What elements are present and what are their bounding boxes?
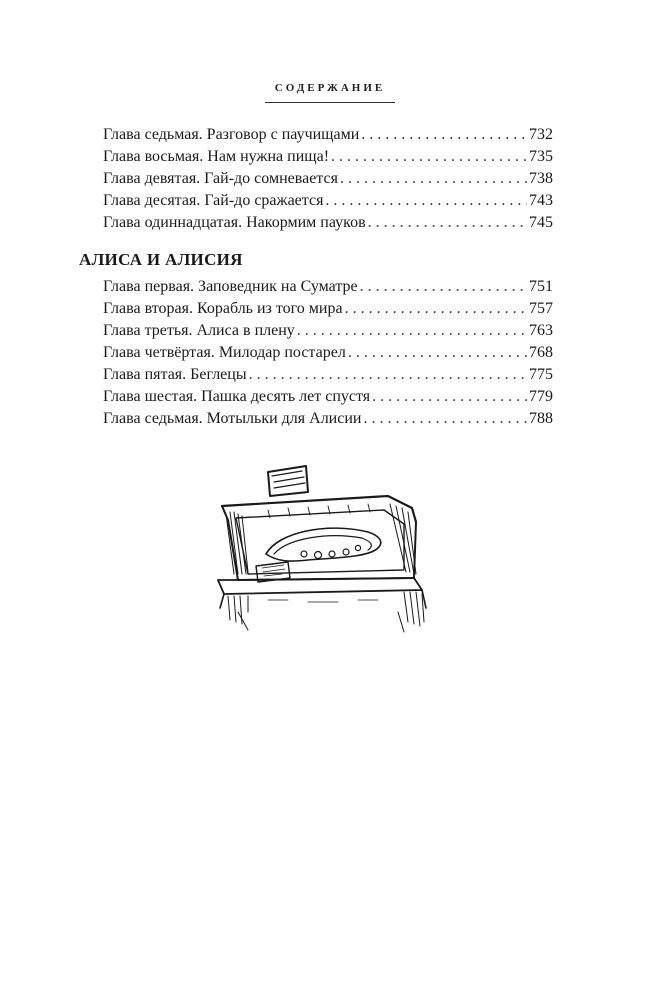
- toc-entry[interactable]: [103, 386, 553, 408]
- toc-entry-title: Глава четвёртая. Милодар постарел: [103, 344, 346, 361]
- toc-leader-dots: [372, 386, 527, 408]
- toc-leader-dots: [368, 212, 527, 234]
- toc-leader-dots: [348, 342, 527, 364]
- toc-entry[interactable]: [103, 124, 553, 146]
- toc-leader-dots: [249, 364, 527, 386]
- toc-entry-page: 735: [529, 148, 553, 165]
- toc-section-alisa-i-alisiya: [0, 250, 660, 430]
- toc-entry-page: 745: [529, 214, 553, 231]
- toc-entry-title: Глава седьмая. Мотыльки для Алисии: [103, 410, 362, 427]
- toc-entry-title: Глава первая. Заповедник на Суматре: [103, 278, 358, 295]
- toc-leader-dots: [340, 168, 527, 190]
- toc-entry-page: 757: [529, 300, 553, 317]
- toc-entry-page: 788: [529, 410, 553, 427]
- toc-entry[interactable]: [103, 408, 553, 430]
- running-head-rule: [265, 102, 395, 103]
- toc-entry[interactable]: [103, 212, 553, 234]
- toc-entry-page: 768: [529, 344, 553, 361]
- toc-leader-dots: [361, 124, 527, 146]
- toc-entry[interactable]: [103, 298, 553, 320]
- toc-entry-page: 743: [529, 192, 553, 209]
- toc-entry[interactable]: [103, 190, 553, 212]
- toc-entry-title: Глава одиннадцатая. Накормим пауков: [103, 214, 366, 231]
- toc-entry-page: 732: [529, 126, 553, 143]
- toc-entry-page: 751: [529, 278, 553, 295]
- section-heading: АЛИСА И АЛИСИЯ: [79, 250, 243, 269]
- toc-entry-title: Глава десятая. Гай-до сражается: [103, 192, 324, 209]
- running-head-title: СОДЕРЖАНИЕ: [274, 82, 386, 94]
- toc-entry-title: Глава седьмая. Разговор с паучищами: [103, 126, 360, 143]
- toc-entry-title: Глава шестая. Пашка десять лет спустя: [103, 388, 371, 405]
- toc-entry-page: 738: [529, 170, 553, 187]
- toc-entry[interactable]: [103, 320, 553, 342]
- toc-entry[interactable]: [103, 146, 553, 168]
- toc-entry[interactable]: [103, 364, 553, 386]
- toc-leader-dots: [363, 408, 527, 430]
- toc-entry-page: 763: [529, 322, 553, 339]
- toc-entry-title: Глава третья. Алиса в плену: [103, 322, 295, 339]
- toc-leader-dots: [297, 320, 527, 342]
- toc-entry-title: Глава пятая. Беглецы: [103, 366, 247, 383]
- toc-entry[interactable]: [103, 342, 553, 364]
- museum-display-case-illustration: [208, 462, 430, 636]
- running-head: [0, 78, 660, 103]
- toc-entry[interactable]: [103, 168, 553, 190]
- toc-entry[interactable]: [103, 276, 553, 298]
- toc-entry-title: Глава девятая. Гай-до сомневается: [103, 170, 338, 187]
- toc-entry-page: 775: [529, 366, 553, 383]
- toc-leader-dots: [360, 276, 527, 298]
- toc-leader-dots: [331, 146, 527, 168]
- toc-entry-title: Глава вторая. Корабль из того мира: [103, 300, 343, 317]
- toc-leader-dots: [345, 298, 527, 320]
- toc-entry-page: 779: [529, 388, 553, 405]
- toc-continued-list: [0, 124, 660, 234]
- toc-leader-dots: [325, 190, 527, 212]
- toc-entry-title: Глава восьмая. Нам нужна пища!: [103, 148, 330, 165]
